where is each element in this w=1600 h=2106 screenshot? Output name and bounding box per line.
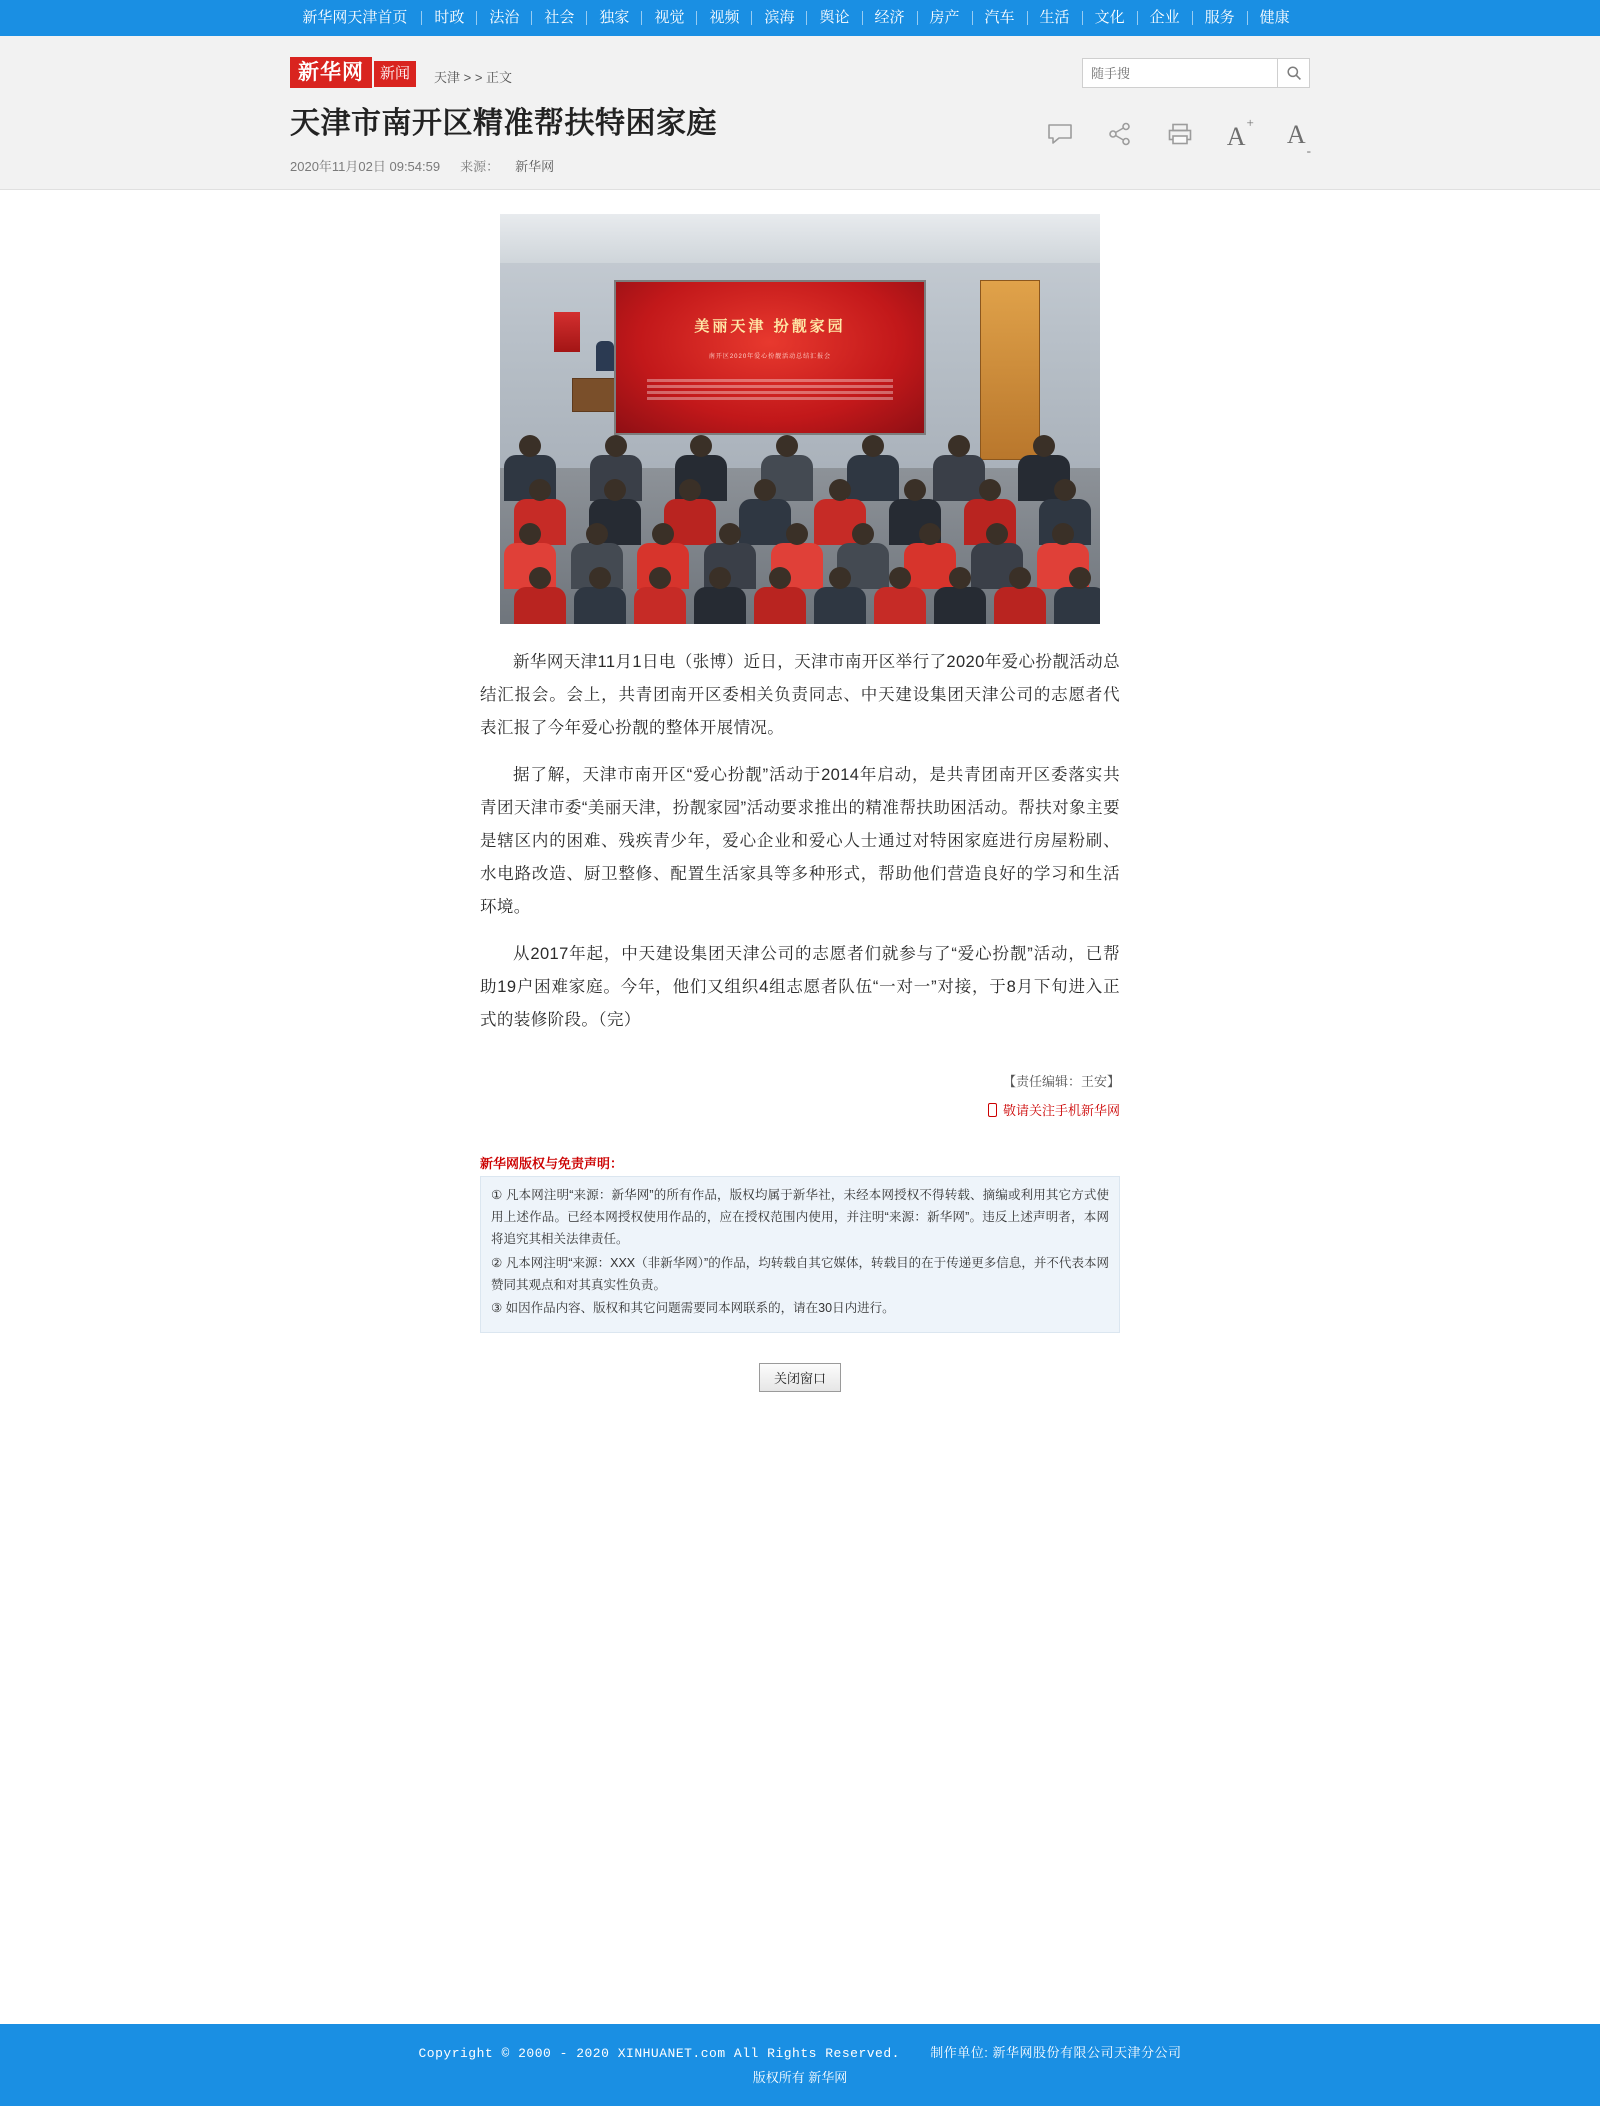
- photo-person-head: [948, 435, 970, 457]
- font-increase-label: A: [1226, 121, 1246, 151]
- topnav-item-0[interactable]: 新华网天津首页: [302, 9, 408, 26]
- photo-person: [847, 455, 899, 501]
- topnav-item-13[interactable]: 文化: [1094, 9, 1125, 26]
- mobile-site-link[interactable]: [480, 1100, 1120, 1119]
- article-figure: [500, 214, 1100, 630]
- topnav-item-12[interactable]: 生活: [1039, 9, 1070, 26]
- photo-person-head: [690, 435, 712, 457]
- comment-icon[interactable]: [1047, 122, 1073, 151]
- xinhua-logo[interactable]: 新华网: [290, 57, 372, 88]
- disclaimer-body: [480, 1176, 1120, 1333]
- topnav-item-16[interactable]: 健康: [1259, 9, 1290, 26]
- photo-person-head: [519, 435, 541, 457]
- disclaimer-item: ③ 如因作品内容、版权和其它问题需要同本网联系的，请在30日内进行。: [491, 1301, 895, 1316]
- disclaimer-item: ① 凡本网注明“来源：新华网”的所有作品，版权均属于新华社，未经本网授权不得转载、摘编或利用其它方式使用上述作品。已经本网授权使用作品的，应在授权范围内使用，并注明“来源：新华网”。违反上述声明者，本网将追究其相关法律责任。: [491, 1188, 1109, 1246]
- photo-person-head: [949, 567, 971, 589]
- photo-screen-title: 美丽天津 扮靓家园: [694, 317, 846, 335]
- disclaimer-title: 新华网版权与免责声明：: [480, 1156, 624, 1171]
- font-decrease-label: A: [1286, 120, 1306, 149]
- topnav-item-4[interactable]: 独家: [599, 9, 630, 26]
- photo-person: [694, 587, 746, 624]
- topnav-item-8[interactable]: 舆论: [819, 9, 850, 26]
- font-decrease-button[interactable]: [1286, 120, 1311, 159]
- photo-person-head: [979, 479, 1001, 501]
- top-navigation-bar: [0, 0, 1600, 36]
- photo-person: [874, 587, 926, 624]
- photo-person-head: [776, 435, 798, 457]
- mobile-phone-icon: [988, 1103, 997, 1117]
- photo-person-head: [986, 523, 1008, 545]
- search-button[interactable]: [1278, 58, 1310, 88]
- footer-copyright: Copyright © 2000 - 2020 XINHUANET.com All Rights Reserved.: [418, 2046, 900, 2061]
- photo-person-head: [605, 435, 627, 457]
- topnav-item-11[interactable]: 汽车: [984, 9, 1015, 26]
- photo-person: [574, 587, 626, 624]
- topnav-item-7[interactable]: 滨海: [764, 9, 795, 26]
- responsible-editor: 【责任编辑：王安】: [1002, 1074, 1120, 1089]
- topnav-item-5[interactable]: 视觉: [654, 9, 685, 26]
- article-header: [0, 36, 1600, 190]
- photo-person-head: [586, 523, 608, 545]
- breadcrumb[interactable]: 天津 > > 正文: [434, 70, 513, 85]
- search-icon: [1286, 65, 1302, 81]
- photo-person: [634, 587, 686, 624]
- footer-producer: 制作单位: 新华网股份有限公司天津分公司: [930, 2045, 1182, 2060]
- photo-person: [1054, 587, 1100, 624]
- photo-screen-subtitle: 南开区2020年爱心扮靓活动总结汇报会: [708, 354, 832, 361]
- search-box: [1082, 58, 1310, 88]
- footer-rights: 版权所有 新华网: [752, 2070, 848, 2085]
- photo-person-head: [1009, 567, 1031, 589]
- source-label: 来源：: [460, 159, 500, 174]
- photo-person: [933, 455, 985, 501]
- photo-person-head: [719, 523, 741, 545]
- photo-person: [994, 587, 1046, 624]
- photo-stage-screen: [614, 280, 926, 436]
- source-value[interactable]: 新华网: [515, 159, 555, 174]
- close-window-button[interactable]: 关闭窗口: [759, 1363, 841, 1392]
- font-increase-button[interactable]: [1226, 114, 1254, 152]
- share-icon[interactable]: [1107, 122, 1133, 151]
- photo-person: [934, 587, 986, 624]
- news-channel-logo[interactable]: 新闻: [374, 61, 416, 87]
- article-paragraph: 据了解，天津市南开区“爱心扮靓”活动于2014年启动，是共青团南开区委落实共青团天津市委“美丽天津，扮靓家园”活动要求推出的精准帮扶助困活动。帮扶对象主要是辖区内的困难、残疾青少年，爱心企业和爱心人士通过对特困家庭进行房屋粉刷、水电路改造、厨卫整修、配置生活家具等多种形式，帮助他们营造良好的学习和生活环境。: [480, 766, 1120, 916]
- publish-datetime: 2020年11月02日 09:54:59: [290, 159, 441, 174]
- disclaimer-item: ② 凡本网注明“来源：XXX（非新华网）”的作品，均转载自其它媒体，转载目的在于传递更多信息，并不代表本网赞同其观点和对其真实性负责。: [491, 1255, 1109, 1292]
- photo-person: [904, 543, 956, 589]
- photo-person-head: [1054, 479, 1076, 501]
- photo-person: [754, 587, 806, 624]
- photo-person: [739, 499, 791, 545]
- photo-person-head: [904, 479, 926, 501]
- top-navigation-items: [298, 0, 1301, 36]
- font-increase-sup: +: [1246, 114, 1254, 130]
- photo-person-head: [852, 523, 874, 545]
- topnav-item-6[interactable]: 视频: [709, 9, 740, 26]
- page-title: 天津市南开区精准帮扶特困家庭: [290, 107, 717, 140]
- topnav-item-14[interactable]: 企业: [1149, 9, 1180, 26]
- article-paragraph: 从2017年起，中天建设集团天津公司的志愿者们就参与了“爱心扮靓”活动，已帮助19户困难家庭。今年，他们又组织4组志愿者队伍“一对一”对接，于8月下旬进入正式的装修阶段。（完）: [480, 945, 1120, 1029]
- article-photo: [500, 214, 1100, 624]
- topnav-item-3[interactable]: 社会: [544, 9, 575, 26]
- article-tools: [1047, 114, 1311, 159]
- topnav-item-9[interactable]: 经济: [874, 9, 905, 26]
- topnav-item-15[interactable]: 服务: [1204, 9, 1235, 26]
- article-paragraph: 新华网天津11月1日电（张博）近日，天津市南开区举行了2020年爱心扮靓活动总结汇报会。会上，共青团南开区委相关负责同志、中天建设集团天津公司的志愿者代表汇报了今年爱心扮靓的整体开展情况。: [480, 653, 1120, 737]
- article-content: [480, 190, 1120, 1119]
- close-window-row: [480, 1363, 1120, 1392]
- search-input[interactable]: [1082, 58, 1278, 88]
- photo-person: [814, 587, 866, 624]
- photo-audience: [500, 435, 1100, 624]
- topnav-item-10[interactable]: 房产: [929, 9, 960, 26]
- photo-person-head: [1033, 435, 1055, 457]
- page-footer: [0, 2024, 1600, 2106]
- topnav-item-1[interactable]: 时政: [434, 9, 465, 26]
- photo-person: [514, 587, 566, 624]
- photo-person-head: [862, 435, 884, 457]
- font-decrease-sub: -: [1306, 143, 1311, 159]
- copyright-disclaimer: [480, 1153, 1120, 1333]
- article-meta: [290, 156, 1310, 175]
- topnav-item-2[interactable]: 法治: [489, 9, 520, 26]
- mobile-site-label: 敬请关注手机新华网: [1002, 1103, 1120, 1118]
- photo-person-head: [786, 523, 808, 545]
- print-icon[interactable]: [1167, 122, 1193, 151]
